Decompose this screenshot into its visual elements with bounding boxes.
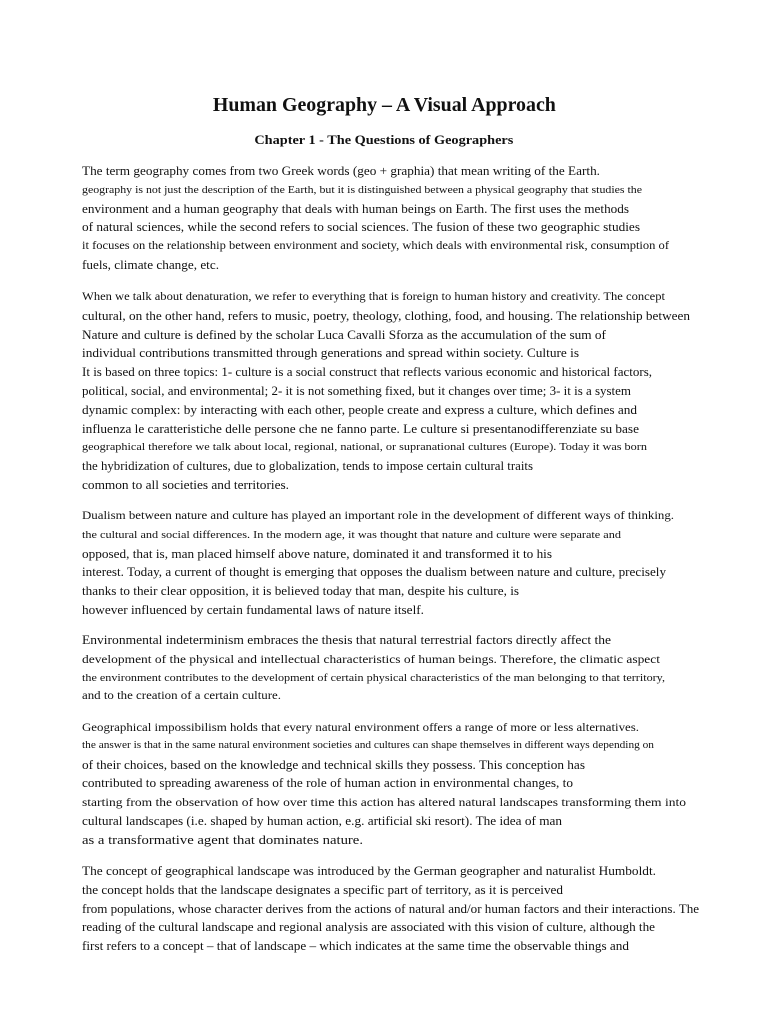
text-line: starting from the observation of how over time this action has altered natural landscapes transforming them into [82, 795, 686, 810]
text-line: political, social, and environmental; 2- it is not something fixed, but it changes over time; 3- it is a system [82, 383, 632, 398]
paragraph [82, 162, 722, 275]
text-line: The concept of geographical landscape was introduced by the German geographer and naturalist Humboldt. [82, 864, 656, 878]
text-line: Geographical impossibilism holds that every natural environment offers a range of more or less alternatives. [82, 720, 639, 734]
chapter-heading: Chapter 1 - The Questions of Geographers [254, 132, 514, 147]
paragraph [82, 631, 722, 706]
chapter-row [0, 131, 768, 149]
paragraph [82, 507, 722, 620]
text-line: development of the physical and intellectual characteristics of human beings. Therefore, the climatic aspect [82, 651, 661, 666]
document-title: Human Geography – A Visual Approach [212, 94, 556, 116]
text-line: of their choices, based on the knowledge and technical skills they possess. This conception has [82, 756, 585, 772]
text-line: geographical therefore we talk about local, regional, national, or supranational cultures (Europe). Today it was born [82, 441, 647, 454]
text-line: It is based on three topics: 1- culture is a social construct that reflects various economic and historical factors, [82, 365, 653, 380]
text-line: opposed, that is, man placed himself above nature, dominated it and transformed it to his [82, 545, 553, 561]
text-line: dynamic complex: by interacting with each other, people create and express a culture, which defines and [82, 402, 638, 417]
text-line: and to the creation of a certain culture. [82, 690, 281, 703]
text-line: environment and a human geography that deals with human beings on Earth. The first uses the methods [82, 200, 630, 216]
text-line: the hybridization of cultures, due to globalization, tends to impose certain cultural traits [82, 459, 534, 474]
text-line: cultural landscapes (i.e. shaped by human action, e.g. artificial ski resort). The idea of man [82, 813, 563, 828]
text-line: thanks to their clear opposition, it is believed today that man, despite his culture, is [82, 583, 520, 599]
text-line: the concept holds that the landscape designates a specific part of territory, as it is perceived [82, 881, 564, 897]
text-line: interest. Today, a current of thought is emerging that opposes the dualism between nature and culture, precisely [82, 565, 667, 580]
text-line: of natural sciences, while the second refers to social sciences. The fusion of these two geographic studies [82, 220, 641, 235]
text-line: fuels, climate change, etc. [82, 256, 219, 272]
text-line: it focuses on the relationship between environment and society, which deals with environmental risk, consumption of [82, 240, 669, 253]
paragraph [82, 288, 722, 495]
text-line: first refers to a concept – that of landscape – which indicates at the same time the observable things and [82, 939, 629, 954]
text-line: the environment contributes to the development of certain physical characteristics of the man belonging to that territory, [82, 671, 666, 684]
text-line: The term geography comes from two Greek words (geo + graphia) that mean writing of the Earth. [82, 163, 600, 178]
text-line: influenza le caratteristiche delle persone che ne fanno parte. Le culture si presentanodifferenziate su base [82, 421, 639, 436]
text-line: as a transformative agent that dominates nature. [82, 832, 364, 847]
paragraph [82, 718, 722, 850]
text-line: Nature and culture is defined by the scholar Luca Cavalli Sforza as the accumulation of the sum of [82, 327, 606, 342]
text-line: geography is not just the description of the Earth, but it is distinguished between a physical geography that studies the [82, 183, 643, 196]
text-line: the cultural and social differences. In the modern age, it was thought that nature and culture were separate and [82, 528, 621, 541]
text-line: Dualism between nature and culture has played an important role in the development of different ways of thinking. [82, 510, 675, 522]
text-line: Environmental indeterminism embraces the thesis that natural terrestrial factors directly affect the [82, 632, 612, 647]
text-line: however influenced by certain fundamental laws of nature itself. [82, 601, 424, 617]
text-line: reading of the cultural landscape and regional analysis are associated with this vision of culture, although the [82, 920, 655, 935]
text-line: individual contributions transmitted through generations and spread within society. Culture is [82, 346, 580, 361]
text-line: When we talk about denaturation, we refer to everything that is foreign to human history and creativity. The concept [82, 291, 665, 303]
paragraph [82, 862, 722, 956]
text-line: cultural, on the other hand, refers to music, poetry, theology, clothing, food, and housing. The relationship between [82, 308, 691, 323]
text-line: the answer is that in the same natural environment societies and cultures can shape themselves in different ways depending on [82, 739, 654, 751]
text-line: contributed to spreading awareness of the role of human action in environmental changes, to [82, 775, 574, 791]
text-line: common to all societies and territories. [82, 477, 290, 492]
title-row [0, 92, 768, 118]
text-line: from populations, whose character derives from the actions of natural and/or human factors and their interactions. The [82, 901, 700, 916]
